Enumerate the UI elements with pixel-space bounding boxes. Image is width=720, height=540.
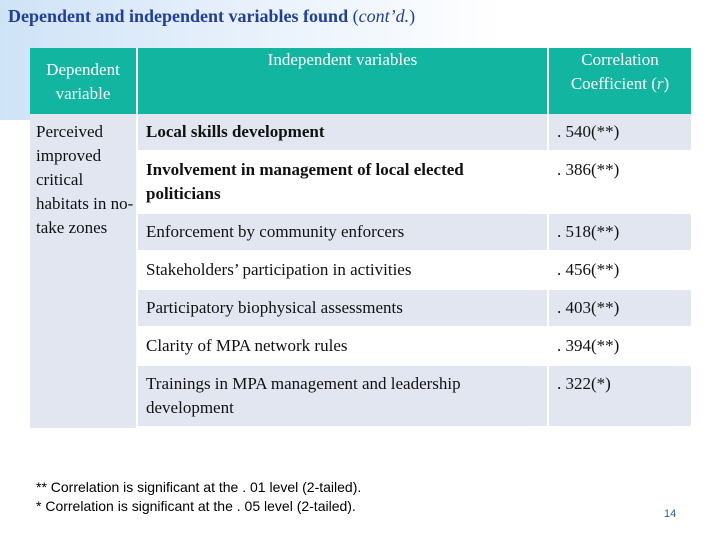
header-correlation-line1: Correlation xyxy=(581,50,659,69)
coefficient-cell: . 394(**) xyxy=(549,328,691,366)
header-dependent xyxy=(30,48,138,114)
independent-variable-cell: Trainings in MPA management and leadership development xyxy=(138,366,549,428)
slide-title-main: Dependent and independent variables found xyxy=(8,6,349,26)
coefficient-cell: . 403(**) xyxy=(549,290,691,328)
slide-title-open-paren: ( xyxy=(352,6,359,26)
header-correlation-line2: Coefficient ( xyxy=(570,74,657,93)
footnote-double-star: ** Correlation is significant at the . 01 level (2-tailed). xyxy=(36,479,362,495)
dependent-variable-cell: Perceived improved critical habitats in no-take zones xyxy=(30,114,138,428)
slide-title xyxy=(8,6,415,27)
coefficient-cell: . 322(*) xyxy=(549,366,691,428)
independent-variable-cell: Clarity of MPA network rules xyxy=(138,328,549,366)
footnote-single-star: * Correlation is significant at the . 05 level (2-tailed). xyxy=(36,498,356,514)
slide-title-cont: cont’d. xyxy=(358,6,410,26)
header-dependent-line2: variable xyxy=(55,84,111,103)
coefficient-cell: . 456(**) xyxy=(549,252,691,290)
coefficient-cell: . 540(**) xyxy=(549,114,691,152)
header-correlation-r: r xyxy=(656,74,664,93)
header-dependent-line1: Dependent xyxy=(46,60,120,79)
independent-variable-cell: Involvement in management of local elected politicians xyxy=(138,152,549,214)
header-independent: Independent variables xyxy=(138,48,549,114)
coefficient-cell: . 386(**) xyxy=(549,152,691,214)
independent-variable-cell: Enforcement by community enforcers xyxy=(138,214,549,252)
independent-variable-cell: Participatory biophysical assessments xyxy=(138,290,549,328)
correlation-table xyxy=(30,48,691,428)
header-correlation-close: ) xyxy=(663,74,670,93)
page-number: 14 xyxy=(664,508,677,520)
header-correlation xyxy=(549,48,691,114)
independent-variable-cell: Stakeholders’ participation in activities xyxy=(138,252,549,290)
slide-title-close-paren: ) xyxy=(409,6,416,26)
independent-variable-cell: Local skills development xyxy=(138,114,549,152)
coefficient-cell: . 518(**) xyxy=(549,214,691,252)
header-row xyxy=(30,48,691,114)
table-row xyxy=(30,114,691,152)
footnotes xyxy=(36,478,361,516)
